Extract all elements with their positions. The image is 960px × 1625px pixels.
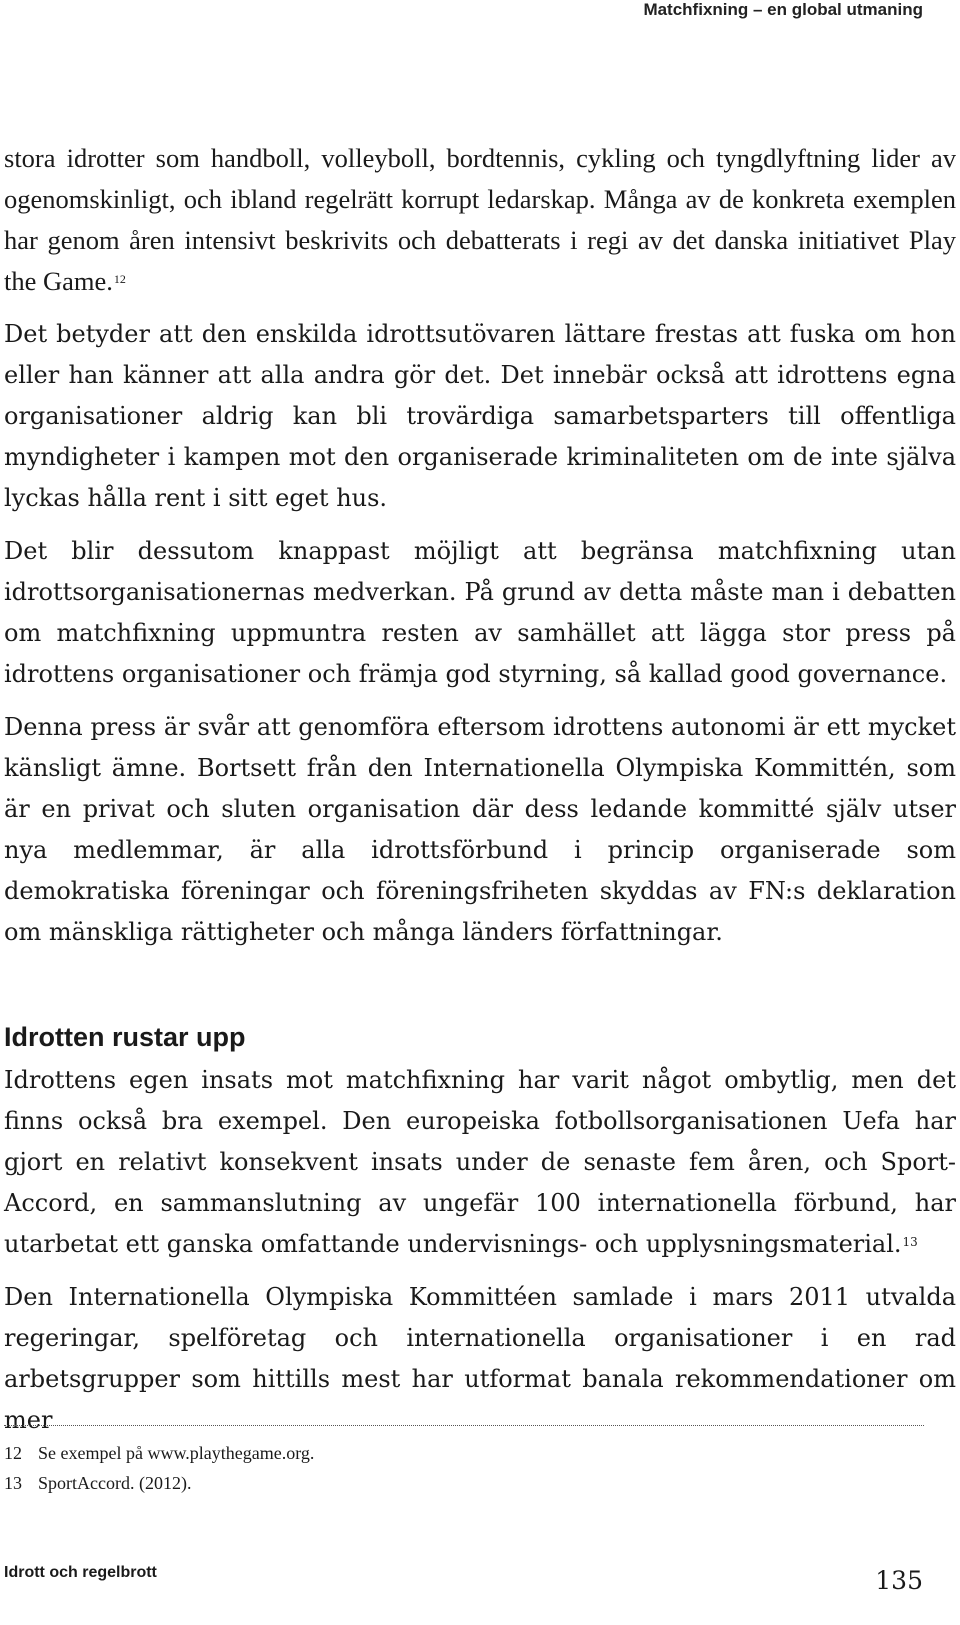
- running-footer: Idrott och regelbrott: [4, 1564, 157, 1581]
- footnote-number: 12: [4, 1443, 22, 1463]
- section-paragraph-2: [4, 1277, 956, 1441]
- paragraph-text: Det blir dessutom knappast möjligt att begränsa matchfixning utan idrottsorganisationernas medverkan. På grund av detta måste man i debatten om matchfixning uppmuntra resten av samhället att lägga stor press på idrottens organisationer och främja god styrning, så kallad good governance.: [4, 537, 956, 688]
- footnote-13: [4, 1468, 314, 1498]
- footnote-divider: [4, 1425, 924, 1426]
- paragraph-1: [4, 138, 956, 302]
- footnote-number: 13: [4, 1473, 22, 1493]
- running-header: Matchfixning – en global utmaning: [643, 0, 923, 19]
- page-number: 135: [875, 1566, 923, 1595]
- footnote-ref-13[interactable]: 13: [902, 1235, 918, 1249]
- paragraph-3: [4, 531, 956, 695]
- footnote-text: SportAccord. (2012).: [38, 1473, 192, 1493]
- paragraph-text: Denna press är svår att genomföra eftersom idrottens autonomi är ett mycket känsligt ämne. Bortsett från den Internationella Olympiska Kommittén, som är en privat och sluten organisation där dess ledande kommitté själv utser nya medlemmar, är alla idrottsförbund i princip organiserade som demokratiska föreningar och föreningsfriheten skyddas av FN:s deklaration om mänskliga rättigheter och många länders författningar.: [4, 713, 956, 946]
- footnote-ref-12[interactable]: 12: [113, 272, 126, 286]
- paragraph-4: [4, 707, 956, 953]
- paragraph-text: stora idrotter som handboll, volleyboll, bordtennis, cykling och tyngdlyftning lider av ogenomskinligt, och ibland regelrätt korrupt ledarskap. Många av de konkreta exemplen har genom åren intensivt beskrivits och debatterats i regi av det danska initiativet Play the Game.: [4, 143, 956, 296]
- paragraph-text: Den Internationella Olympiska Kommittéen samlade i mars 2011 utvalda regeringar, spelföretag och internationella organisationer i en rad arbetsgrupper som hittills mest har utformat banala rekommendationer om mer: [4, 1283, 956, 1434]
- footnotes: [4, 1438, 314, 1498]
- section-paragraph-1: [4, 1060, 956, 1265]
- footnote-12: [4, 1438, 314, 1468]
- paragraph-text: Idrottens egen insats mot matchfixning har varit något ombytlig, men det finns också bra exempel. Den europeiska fotbollsorganisationen Uefa har gjort en relativt konsekvent insats under de senaste fem åren, och Sport-Accord, en sammanslutning av ungefär 100 internationella förbund, har utarbetat ett ganska omfattande undervisnings- och upplysningsmaterial.: [4, 1066, 956, 1258]
- section-heading: Idrotten rustar upp: [4, 1022, 246, 1052]
- paragraph-text: Det betyder att den enskilda idrottsutövaren lättare frestas att fuska om hon eller han känner att alla andra gör det. Det innebär också att idrottens egna organisationer aldrig kan bli trovärdiga samarbetsparters till offentliga myndigheter i kampen mot den organiserade kriminaliteten om de inte själva lyckas hålla rent i sitt eget hus.: [4, 320, 956, 512]
- paragraph-2: [4, 314, 956, 519]
- footnote-text: Se exempel på www.playthegame.org.: [38, 1443, 315, 1463]
- main-text: [4, 138, 956, 1441]
